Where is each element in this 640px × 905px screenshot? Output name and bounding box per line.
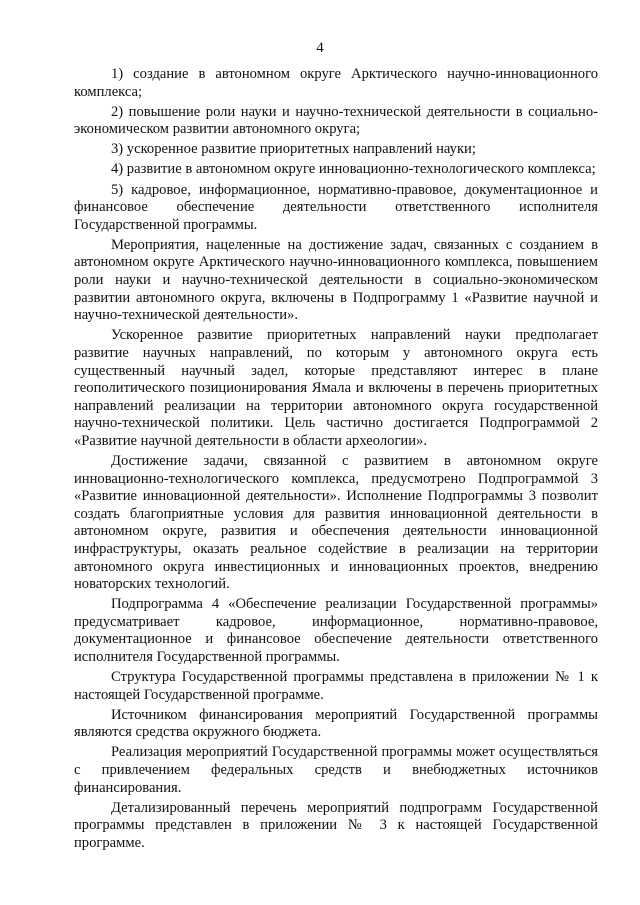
- paragraph-subprogram-2: Ускоренное развитие приоритетных направлений науки предполагает развитие научных направлений, по которым у автономного округа есть существенный научный задел, которые представляют интерес в плане геополитического позиционирования Ямала и включены в перечень приоритетных направлений реализации на территории автономного округа государственной научно-технической политики. Цель частично достигается Подпрограммой 2 «Развитие научной деятельности в области археологии».: [74, 327, 598, 449]
- paragraph-subprogram-3: Достижение задачи, связанной с развитием в автономном округе инновационно-технологического комплекса, предусмотрено Подпрограммой 3 «Развитие инновационной деятельности». Исполнение Подпрограммы 3 позволит создать благоприятные условия для развития инновационной деятельности в автономном округе, развития и обеспечения деятельности инновационной инфраструктуры, оказать реальное содействие в реализации на территории автономного округа инвестиционных и инновационных проектов, внедрению новаторских технологий.: [74, 452, 598, 593]
- paragraph-task-3: 3) ускоренное развитие приоритетных направлений науки;: [111, 141, 476, 158]
- paragraph-subprogram-1: Мероприятия, нацеленные на достижение задач, связанных с созданием в автономном округе Арктического научно-инновационного комплекса, повышением роли науки и научно-технической деятельности в социально-экономическом развитии автономного округа, включены в Подпрограмму 1 «Развитие научной и научно-технической деятельности».: [74, 236, 598, 324]
- document-body: [74, 66, 598, 855]
- paragraph-task-1: 1) создание в автономном округе Арктического научно-инновационного комплекса;: [74, 66, 598, 100]
- paragraph-task-4: 4) развитие в автономном округе инновационно-технологического комплекса;: [111, 161, 596, 178]
- paragraph-funding-source: Источником финансирования мероприятий Государственной программы являются средства окружного бюджета.: [74, 706, 598, 741]
- paragraph-detailed-list: Детализированный перечень мероприятий подпрограмм Государственной программы представлен в приложении № 3 к настоящей Государственной программе.: [74, 799, 598, 851]
- paragraph-structure: Структура Государственной программы представлена в приложении № 1 к настоящей Государственной программе.: [74, 669, 598, 703]
- paragraph-implementation: Реализация мероприятий Государственной программы может осуществляться с привлечением федеральных средств и внебюджетных источников финансирования.: [74, 744, 598, 796]
- paragraph-subprogram-4: Подпрограмма 4 «Обеспечение реализации Государственной программы» предусматривает кадровое, информационное, нормативно-правовое, документационное и финансовое обеспечение деятельности ответственного исполнителя Государственной программы.: [74, 596, 598, 665]
- paragraph-task-5: 5) кадровое, информационное, нормативно-правовое, документационное и финансовое обеспечение деятельности ответственного исполнителя Государственной программы.: [74, 181, 598, 233]
- page-number: 4: [316, 40, 324, 56]
- paragraph-task-2: 2) повышение роли науки и научно-технической деятельности в социально-экономическом развитии автономного округа;: [74, 103, 598, 138]
